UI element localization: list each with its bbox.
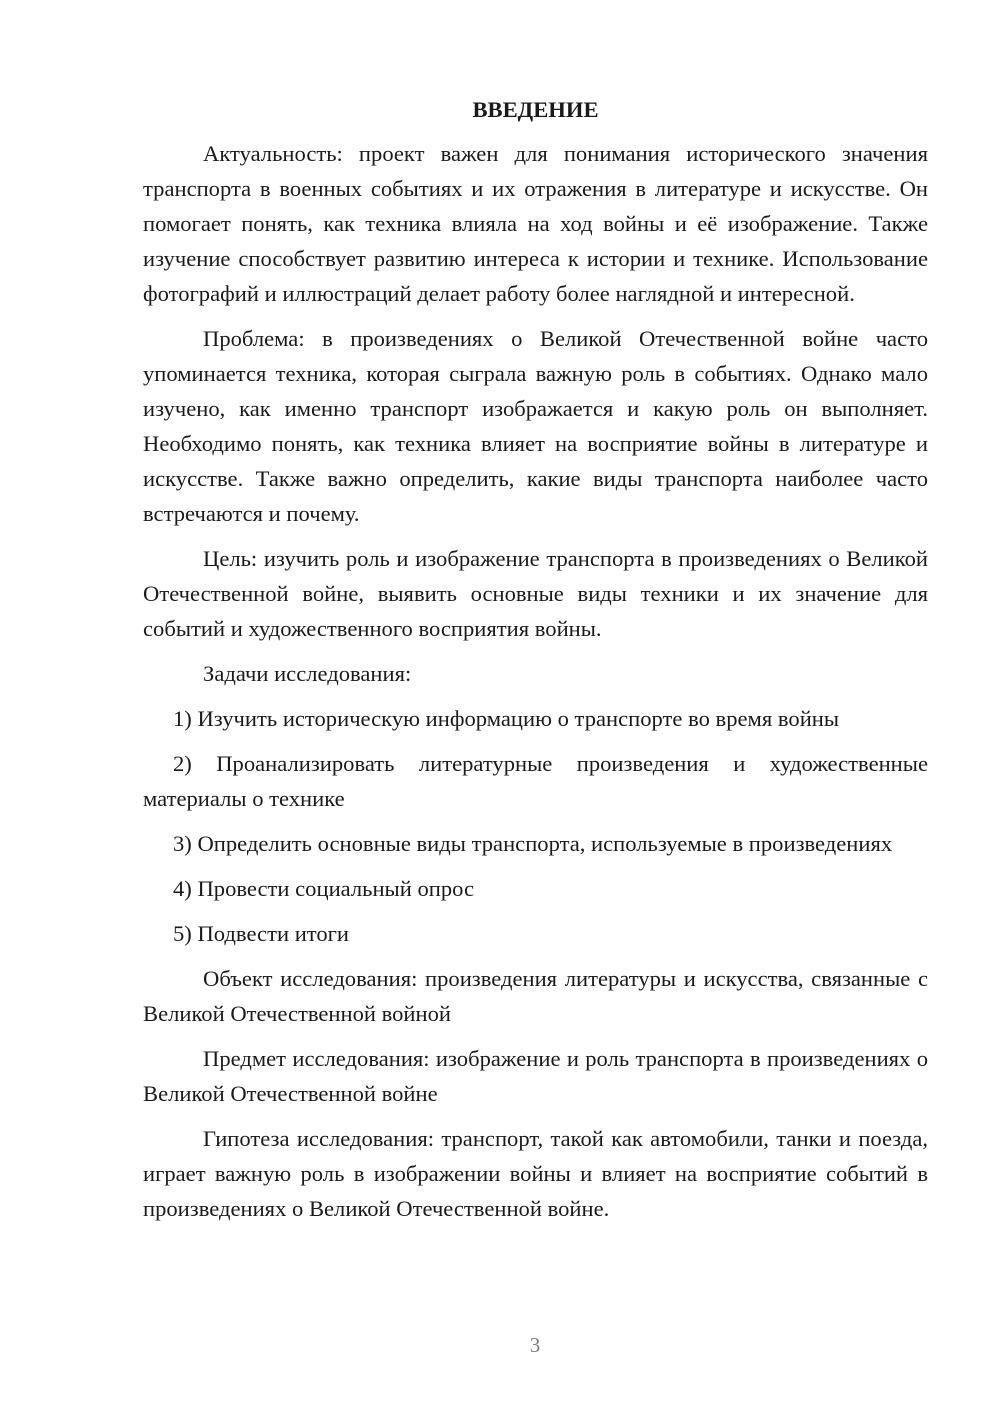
relevance-paragraph: Актуальность: проект важен для понимания исторического значения транспорта в военных событиях и их отражения в литературе и искусстве. Он помогает понять, как техника влияла на ход войны и её изображение. Также изучение способствует развитию интереса к истории и технике. Использование фотографий и иллюстраций делает работу более наглядной и интересной. <box>143 141 928 306</box>
task-item-5: 5) Подвести итоги <box>173 921 350 946</box>
goal-paragraph: Цель: изучить роль и изображение транспорта в произведениях о Великой Отечественной войне, выявить основные виды техники и их значение для событий и художественного восприятия войны. <box>143 546 928 641</box>
problem-paragraph: Проблема: в произведениях о Великой Отечественной войне часто упоминается техника, которая сыграла важную роль в событиях. Однако мало изучено, как именно транспорт изображается и какую роль он выполняет. Необходимо понять, как техника влияет на восприятие войны в литературе и искусстве. Также важно определить, какие виды транспорта наиболее часто встречаются и почему. <box>143 326 928 526</box>
tasks-heading: Задачи исследования: <box>203 661 412 686</box>
task-item-2: 2) Проанализировать литературные произведения и художественные материалы о технике <box>143 751 928 811</box>
task-item-1: 1) Изучить историческую информацию о транспорте во время войны <box>173 706 840 731</box>
task-item-4: 4) Провести социальный опрос <box>173 876 475 901</box>
document-page <box>143 92 928 1236</box>
hypothesis-paragraph: Гипотеза исследования: транспорт, такой как автомобили, танки и поезда, играет важную роль в изображении войны и влияет на восприятие событий в произведениях о Великой Отечественной войне. <box>143 1126 928 1221</box>
object-paragraph: Объект исследования: произведения литературы и искусства, связанные с Великой Отечественной войной <box>143 966 928 1026</box>
subject-paragraph: Предмет исследования: изображение и роль транспорта в произведениях о Великой Отечественной войне <box>143 1046 928 1106</box>
page-number: 3 <box>529 1333 541 1357</box>
page-title: ВВЕДЕНИЕ <box>472 97 599 122</box>
task-item-3: 3) Определить основные виды транспорта, используемые в произведениях <box>173 831 893 856</box>
